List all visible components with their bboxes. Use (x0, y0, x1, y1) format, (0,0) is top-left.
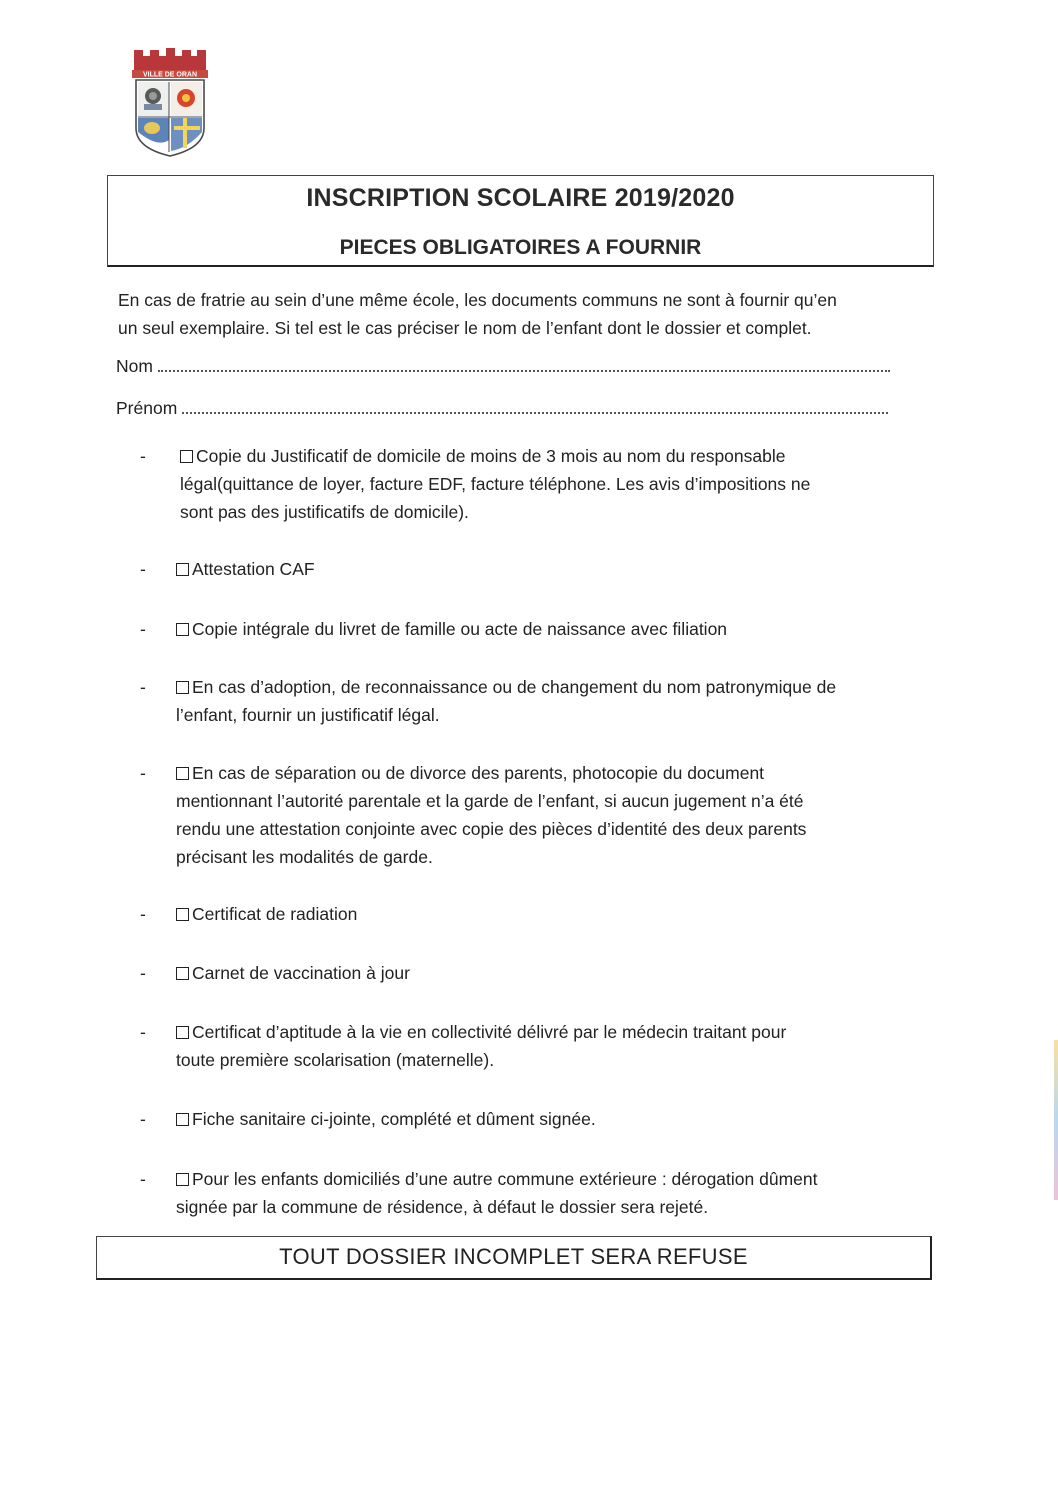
nom-dotted-line[interactable] (158, 360, 890, 372)
list-dash: - (140, 963, 146, 983)
checkbox[interactable] (176, 563, 189, 576)
checkbox[interactable] (180, 450, 193, 463)
item-text: Copie intégrale du livret de famille ou acte de naissance avec filiation (192, 619, 728, 639)
footer-warning: TOUT DOSSIER INCOMPLET SERA REFUSE (279, 1244, 748, 1269)
scan-edge-artifact (1054, 1040, 1058, 1200)
checkbox[interactable] (176, 908, 189, 921)
nom-field[interactable] (116, 356, 890, 377)
item-text: légal(quittance de loyer, facture EDF, facture téléphone. Les avis d’impositions ne (180, 474, 811, 494)
prenom-dotted-line[interactable] (182, 402, 888, 414)
item-text: Carnet de vaccination à jour (192, 963, 410, 983)
checkbox[interactable] (176, 681, 189, 694)
checkbox[interactable] (176, 623, 189, 636)
checkbox[interactable] (176, 1026, 189, 1039)
list-dash: - (140, 763, 146, 783)
footer-box (96, 1236, 932, 1280)
page-title: INSCRIPTION SCOLAIRE 2019/2020 (306, 184, 735, 212)
item-text: signée par la commune de résidence, à défaut le dossier sera rejeté. (176, 1197, 709, 1217)
list-dash: - (140, 1109, 146, 1129)
list-dash: - (140, 904, 146, 924)
intro-line: En cas de fratrie au sein d’une même école, les documents communs ne sont à fournir qu’en (118, 290, 837, 310)
list-dash: - (140, 619, 146, 639)
item-text: rendu une attestation conjointe avec copie des pièces d’identité des deux parents (176, 819, 807, 839)
checkbox[interactable] (176, 967, 189, 980)
item-text: Certificat d’aptitude à la vie en collectivité délivré par le médecin traitant pour (192, 1022, 787, 1042)
item-text: toute première scolarisation (maternelle). (176, 1050, 495, 1070)
item-text: En cas de séparation ou de divorce des parents, photocopie du document (192, 763, 765, 783)
item-text: l’enfant, fournir un justificatif légal. (176, 705, 440, 725)
item-text: Pour les enfants domiciliés d’une autre commune extérieure : dérogation dûment (192, 1169, 818, 1189)
svg-text:VILLE DE ORAN: VILLE DE ORAN (142, 71, 198, 79)
list-dash: - (140, 559, 146, 579)
item-text: Fiche sanitaire ci-jointe, complété et dûment signée. (192, 1109, 596, 1129)
nom-label: Nom (116, 356, 153, 376)
list-dash: - (140, 446, 146, 466)
item-text: En cas d’adoption, de reconnaissance ou de changement du nom patronymique de (192, 677, 837, 697)
prenom-field[interactable] (116, 398, 888, 419)
list-dash: - (140, 1022, 146, 1042)
intro-line: un seul exemplaire. Si tel est le cas préciser le nom de l’enfant dont le dossier et complet. (118, 318, 812, 338)
list-dash: - (140, 1169, 146, 1189)
crest-logo (128, 48, 212, 158)
title-box (107, 175, 934, 267)
checkbox[interactable] (176, 1173, 189, 1186)
page-subtitle: PIECES OBLIGATOIRES A FOURNIR (339, 236, 702, 259)
checkbox[interactable] (176, 1113, 189, 1126)
item-text: Certificat de radiation (192, 904, 358, 924)
checkbox[interactable] (176, 767, 189, 780)
prenom-label: Prénom (116, 398, 178, 418)
item-text: mentionnant l’autorité parentale et la garde de l’enfant, si aucun jugement n’a été (176, 791, 804, 811)
item-text: Copie du Justificatif de domicile de moins de 3 mois au nom du responsable (196, 446, 786, 466)
item-text: Attestation CAF (192, 559, 315, 579)
item-text: sont pas des justificatifs de domicile). (180, 502, 469, 522)
intro-paragraph (118, 286, 938, 342)
list-dash: - (140, 677, 146, 697)
item-text: précisant les modalités de garde. (176, 847, 433, 867)
